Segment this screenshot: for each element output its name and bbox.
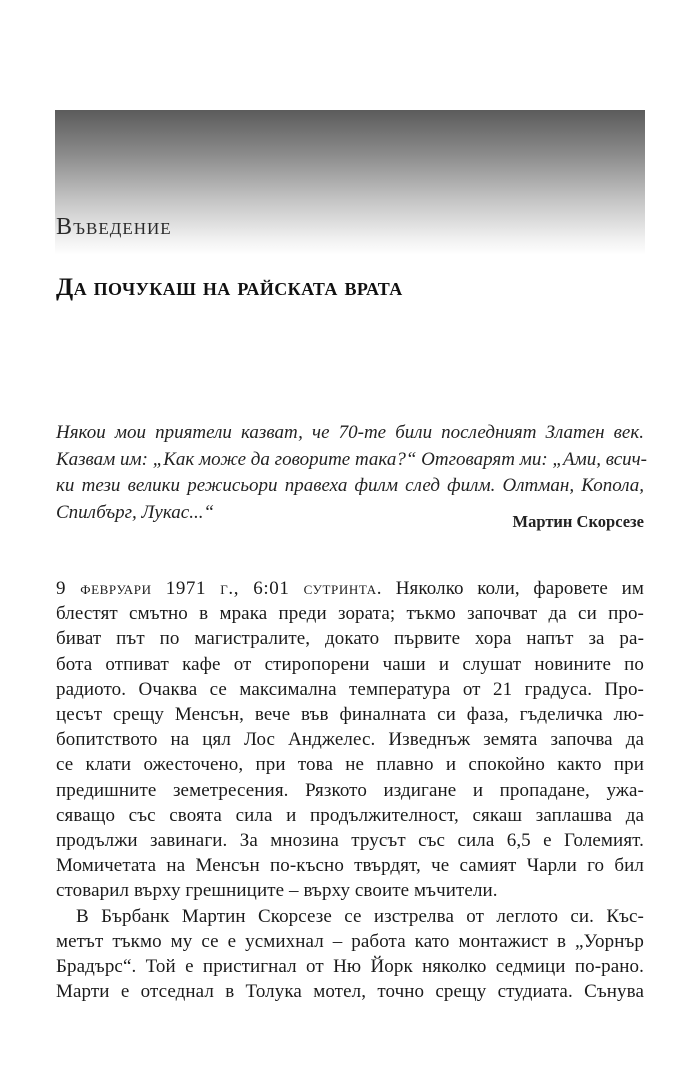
body-line: стоварил върху грешниците – върху своите мъчители. — [56, 880, 498, 902]
body-text — [56, 576, 644, 1004]
body-line: цесът срещу Менсън, вече във финалната си фаза, гъделичка лю- — [56, 704, 644, 726]
body-line: радиото. Очаква се максимална температура от 21 градуса. Про- — [56, 678, 644, 700]
body-line: предишните земетресения. Рязкото издигане и пропадане, ужа- — [56, 779, 644, 801]
epigraph-line: Казвам им: „Как може да говорите така?“ Отговарят ми: „Ами, всич- — [56, 448, 648, 470]
lead-in-rest: Няколко коли, фаровете им — [382, 578, 644, 599]
body-line: продължи завинаги. За мнозина трусът със сила 6,5 е Големият. — [56, 830, 644, 852]
body-line: биват път по магистралите, докато първите хора напът за ра- — [56, 628, 644, 650]
body-line: се клати ожесточено, при това не плавно и спокойно както при — [56, 754, 644, 776]
epigraph-line: Някои мои приятели казват, че 70-те били последният Златен век. — [56, 422, 644, 443]
body-line: метът тъкмо му се е усмихнал – работа като монтажист в „Уорнър — [56, 930, 644, 952]
epigraph-line: ки тези велики режисьори правеха филм след филм. Олтман, Копола, — [56, 475, 644, 496]
body-line: блестят смътно в мрака преди зората; тъкмо започват да си про- — [56, 603, 644, 625]
body-line-first — [56, 576, 644, 601]
body-line: В Бърбанк Мартин Скорсезе се изстрелва от леглото си. Къс- — [76, 905, 644, 927]
epigraph-attribution: Мартин Скорсезе — [512, 512, 644, 531]
lead-in-date: 9 февруари 1971 г., 6:01 сутринта. — [56, 578, 383, 599]
body-line: бота отпиват кафе от стиропорени чаши и слушат новините по — [56, 653, 644, 675]
body-line: Марти е отседнал в Толука мотел, точно срещу студиата. Сънува — [56, 981, 644, 1003]
chapter-title: Да почукаш на райската врата — [56, 274, 403, 301]
section-label: Въведение — [56, 214, 172, 240]
body-line: Брадърс“. Той е пристигнал от Ню Йорк няколко седмици по-рано. — [56, 956, 644, 978]
body-line: бопитството на цял Лос Анджелес. Изведнъж земята започва да — [56, 729, 644, 751]
body-line: сяващо със своята сила и продължителност, сякаш заплашва да — [56, 804, 644, 826]
epigraph — [56, 420, 648, 526]
body-line: Момичетата на Менсън по-късно твърдят, че самият Чарли го бил — [56, 855, 644, 877]
epigraph-line: Спилбърг, Лукас...“ — [56, 501, 215, 523]
